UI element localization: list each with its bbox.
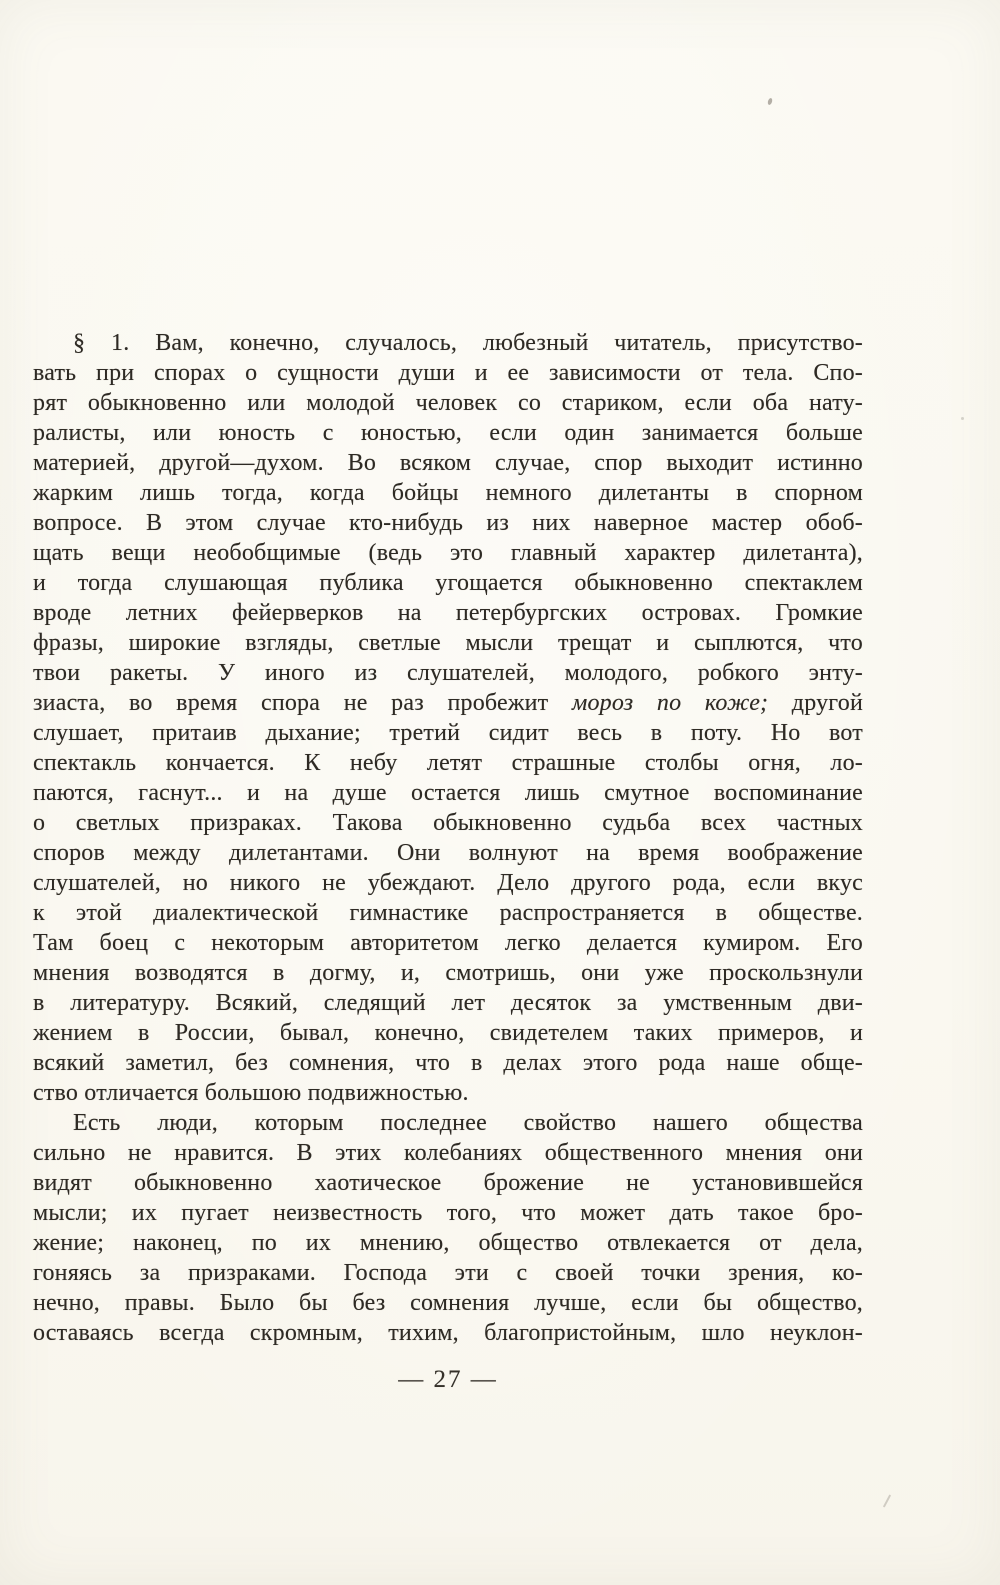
text-line	[33, 928, 863, 958]
text-line	[33, 1018, 863, 1048]
page-text	[33, 328, 863, 1348]
text-segment: зиаста, во время спора не раз пробежит	[33, 690, 572, 716]
scan-speck	[767, 98, 773, 106]
text-line	[33, 1318, 863, 1348]
text-line	[33, 748, 863, 778]
page-number: — 27 —	[398, 1366, 498, 1393]
text-segment: материей, другой—духом. Во всяком случае, спор выходит истинно	[33, 450, 863, 476]
text-segment: вать при спорах о сущности души и ее зависимости от тела. Спо-	[33, 360, 863, 386]
text-segment: жение; наконец, по их мнению, общество отвлекается от дела,	[33, 1230, 863, 1256]
text-segment: ство отличается большою подвижностью.	[33, 1080, 469, 1106]
text-segment: в литературу. Всякий, следящий лет десяток за умственным дви-	[33, 990, 863, 1016]
text-line	[33, 1258, 863, 1288]
text-segment: споров между дилетантами. Они волнуют на время воображение	[33, 840, 863, 866]
text-segment: и тогда слушающая публика угощается обыкновенно спектаклем	[33, 570, 863, 596]
text-segment: гоняясь за призраками. Господа эти с своей точки зрения, ко-	[33, 1260, 863, 1286]
italic-phrase: мороз по коже;	[571, 690, 769, 716]
text-segment: жарким лишь тогда, когда бойцы немного дилетанты в спорном	[33, 480, 863, 506]
text-segment: всякий заметил, без сомнения, что в делах этого рода наше обще-	[33, 1050, 863, 1076]
text-segment: о светлых призраках. Такова обыкновенно судьба всех частных	[33, 810, 863, 836]
text-segment: видят обыкновенно хаотическое брожение не установившейся	[33, 1170, 863, 1196]
text-segment: спектакль кончается. К небу летят страшные столбы огня, ло-	[33, 750, 863, 776]
text-line	[33, 1108, 863, 1138]
text-line	[33, 898, 863, 928]
text-line	[33, 1078, 863, 1108]
text-line	[33, 598, 863, 628]
text-line	[33, 478, 863, 508]
text-segment: вроде летних фейерверков на петербургских островах. Громкие	[33, 600, 863, 626]
text-line	[33, 508, 863, 538]
text-line	[33, 808, 863, 838]
text-segment: сильно не нравится. В этих колебаниях общественного мнения они	[33, 1140, 863, 1166]
text-segment: другой	[768, 690, 863, 716]
text-segment: жением в России, бывал, конечно, свидетелем таких примеров, и	[33, 1020, 863, 1046]
text-segment: паются, гаснут... и на душе остается лишь смутное воспоминание	[33, 780, 863, 806]
text-line	[33, 958, 863, 988]
text-line	[33, 388, 863, 418]
text-segment: мнения возводятся в догму, и, смотришь, они уже проскользнули	[33, 960, 863, 986]
text-line	[33, 568, 863, 598]
text-segment: Есть люди, которым последнее свойство нашего общества	[73, 1110, 863, 1136]
text-segment: ралисты, или юность с юностью, если один занимается больше	[33, 420, 863, 446]
text-segment: § 1. Вам, конечно, случалось, любезный читатель, присутство-	[73, 330, 863, 356]
text-line	[33, 328, 863, 358]
text-line	[33, 658, 863, 688]
text-line	[33, 1048, 863, 1078]
text-line	[33, 688, 863, 718]
text-line	[33, 448, 863, 478]
text-line	[33, 778, 863, 808]
text-line	[33, 1138, 863, 1168]
text-segment: твои ракеты. У иного из слушателей, молодого, робкого энту-	[33, 660, 863, 686]
text-segment: слушает, притаив дыхание; третий сидит весь в поту. Но вот	[33, 720, 863, 746]
text-segment: щать вещи необобщимые (ведь это главный характер дилетанта),	[33, 540, 863, 566]
text-segment: слушателей, но никого не убеждают. Дело другого рода, если вкус	[33, 870, 863, 896]
text-segment: Там боец с некоторым авторитетом легко делается кумиром. Его	[33, 930, 863, 956]
text-line	[33, 718, 863, 748]
text-segment: рят обыкновенно или молодой человек со стариком, если оба нату-	[33, 390, 863, 416]
text-segment: фразы, широкие взгляды, светлые мысли трещат и сыплются, что	[33, 630, 863, 656]
text-line	[33, 1228, 863, 1258]
text-line	[33, 1168, 863, 1198]
text-line	[33, 418, 863, 448]
text-line	[33, 538, 863, 568]
text-line	[33, 628, 863, 658]
text-line	[33, 358, 863, 388]
text-line	[33, 1288, 863, 1318]
text-line	[33, 988, 863, 1018]
text-segment: мысли; их пугает неизвестность того, что может дать такое бро-	[33, 1200, 863, 1226]
text-line	[33, 1198, 863, 1228]
text-segment: к этой диалектической гимнастике распространяется в обществе.	[33, 900, 863, 926]
text-line	[33, 868, 863, 898]
text-segment: оставаясь всегда скромным, тихим, благопристойным, шло неуклон-	[33, 1320, 863, 1346]
scan-speck	[961, 417, 964, 420]
text-segment: вопросе. В этом случае кто-нибудь из них наверное мастер обоб-	[33, 510, 863, 536]
scan-speck	[883, 1494, 891, 1507]
text-segment: нечно, правы. Было бы без сомнения лучше, если бы общество,	[33, 1290, 863, 1316]
text-line	[33, 838, 863, 868]
